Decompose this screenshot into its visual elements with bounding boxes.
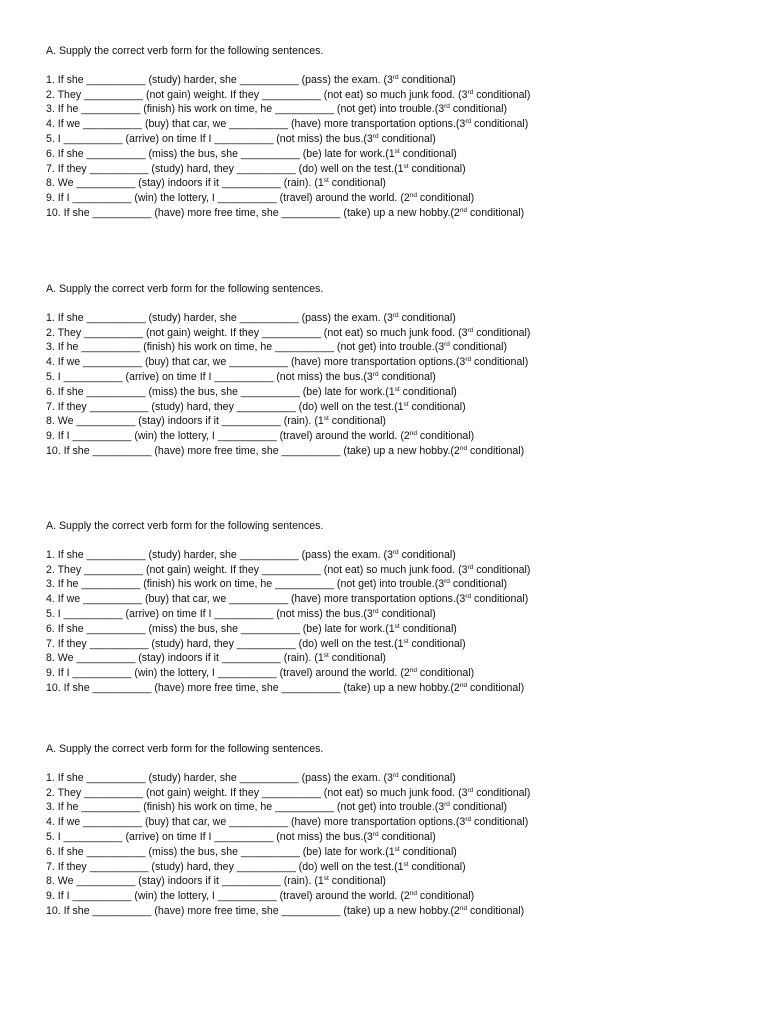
exercise-heading: A. Supply the correct verb form for the following sentences. — [46, 45, 324, 57]
sentence-10: 10. If she __________ (have) more free time, she __________ (take) up a new hobby.(2nd conditional) — [46, 904, 525, 917]
sentence-8: 8. We __________ (stay) indoors if it __________ (rain). (1st conditional) — [46, 415, 386, 428]
sentence-8: 8. We __________ (stay) indoors if it __________ (rain). (1st conditional) — [46, 875, 386, 888]
sentence-7: 7. If they __________ (study) hard, they __________ (do) well on the test.(1st conditional) — [46, 400, 466, 413]
sentence-2: 2. They __________ (not gain) weight. If they __________ (not eat) so much junk food. (3rd conditional) — [46, 786, 531, 799]
sentence-9: 9. If I __________ (win) the lottery, I __________ (travel) around the world. (2nd conditional) — [46, 667, 475, 680]
sentence-2: 2. They __________ (not gain) weight. If they __________ (not eat) so much junk food. (3rd conditional) — [46, 563, 531, 576]
sentence-8: 8. We __________ (stay) indoors if it __________ (rain). (1st conditional) — [46, 652, 386, 665]
sentence-2: 2. They __________ (not gain) weight. If they __________ (not eat) so much junk food. (3rd conditional) — [46, 326, 531, 339]
sentence-3: 3. If he __________ (finish) his work on time, he __________ (not get) into trouble.(3rd conditional) — [46, 801, 508, 814]
sentence-7: 7. If they __________ (study) hard, they __________ (do) well on the test.(1st conditional) — [46, 860, 466, 873]
sentence-8: 8. We __________ (stay) indoors if it __________ (rain). (1st conditional) — [46, 177, 386, 190]
sentence-3: 3. If he __________ (finish) his work on time, he __________ (not get) into trouble.(3rd conditional) — [46, 341, 508, 354]
sentence-5: 5. I __________ (arrive) on time If I __________ (not miss) the bus.(3rd conditional) — [46, 830, 436, 843]
sentence-4: 4. If we __________ (buy) that car, we __________ (have) more transportation options.(3rd conditional) — [46, 593, 529, 606]
sentence-7: 7. If they __________ (study) hard, they __________ (do) well on the test.(1st conditional) — [46, 637, 466, 650]
exercise-block-4 — [46, 742, 736, 919]
sentence-6: 6. If she __________ (miss) the bus, she __________ (be) late for work.(1st conditional) — [46, 845, 457, 858]
sentence-6: 6. If she __________ (miss) the bus, she __________ (be) late for work.(1st conditional) — [46, 385, 457, 398]
sentence-4: 4. If we __________ (buy) that car, we __________ (have) more transportation options.(3rd conditional) — [46, 356, 529, 369]
exercise-heading: A. Supply the correct verb form for the following sentences. — [46, 520, 324, 532]
exercise-heading: A. Supply the correct verb form for the following sentences. — [46, 743, 324, 755]
exercise-block-2 — [46, 282, 736, 459]
sentence-3: 3. If he __________ (finish) his work on time, he __________ (not get) into trouble.(3rd conditional) — [46, 578, 508, 591]
sentence-10: 10. If she __________ (have) more free time, she __________ (take) up a new hobby.(2nd conditional) — [46, 444, 525, 457]
sentence-1: 1. If she __________ (study) harder, she __________ (pass) the exam. (3rd conditional) — [46, 73, 456, 86]
sentence-5: 5. I __________ (arrive) on time If I __________ (not miss) the bus.(3rd conditional) — [46, 132, 436, 145]
sentence-9: 9. If I __________ (win) the lottery, I __________ (travel) around the world. (2nd conditional) — [46, 430, 475, 443]
sentence-1: 1. If she __________ (study) harder, she __________ (pass) the exam. (3rd conditional) — [46, 771, 456, 784]
sentence-4: 4. If we __________ (buy) that car, we __________ (have) more transportation options.(3rd conditional) — [46, 118, 529, 131]
exercise-heading: A. Supply the correct verb form for the following sentences. — [46, 283, 324, 295]
sentence-2: 2. They __________ (not gain) weight. If they __________ (not eat) so much junk food. (3rd conditional) — [46, 88, 531, 101]
sentence-3: 3. If he __________ (finish) his work on time, he __________ (not get) into trouble.(3rd conditional) — [46, 103, 508, 116]
sentence-5: 5. I __________ (arrive) on time If I __________ (not miss) the bus.(3rd conditional) — [46, 370, 436, 383]
sentence-4: 4. If we __________ (buy) that car, we __________ (have) more transportation options.(3rd conditional) — [46, 816, 529, 829]
sentence-7: 7. If they __________ (study) hard, they __________ (do) well on the test.(1st conditional) — [46, 162, 466, 175]
sentence-6: 6. If she __________ (miss) the bus, she __________ (be) late for work.(1st conditional) — [46, 622, 457, 635]
sentence-9: 9. If I __________ (win) the lottery, I __________ (travel) around the world. (2nd conditional) — [46, 890, 475, 903]
sentence-5: 5. I __________ (arrive) on time If I __________ (not miss) the bus.(3rd conditional) — [46, 607, 436, 620]
sentence-1: 1. If she __________ (study) harder, she __________ (pass) the exam. (3rd conditional) — [46, 548, 456, 561]
exercise-block-1 — [46, 44, 736, 221]
sentence-1: 1. If she __________ (study) harder, she __________ (pass) the exam. (3rd conditional) — [46, 311, 456, 324]
sentence-6: 6. If she __________ (miss) the bus, she __________ (be) late for work.(1st conditional) — [46, 147, 457, 160]
exercise-block-3 — [46, 519, 736, 696]
sentence-10: 10. If she __________ (have) more free time, she __________ (take) up a new hobby.(2nd conditional) — [46, 681, 525, 694]
sentence-10: 10. If she __________ (have) more free time, she __________ (take) up a new hobby.(2nd conditional) — [46, 206, 525, 219]
sentence-9: 9. If I __________ (win) the lottery, I __________ (travel) around the world. (2nd conditional) — [46, 192, 475, 205]
